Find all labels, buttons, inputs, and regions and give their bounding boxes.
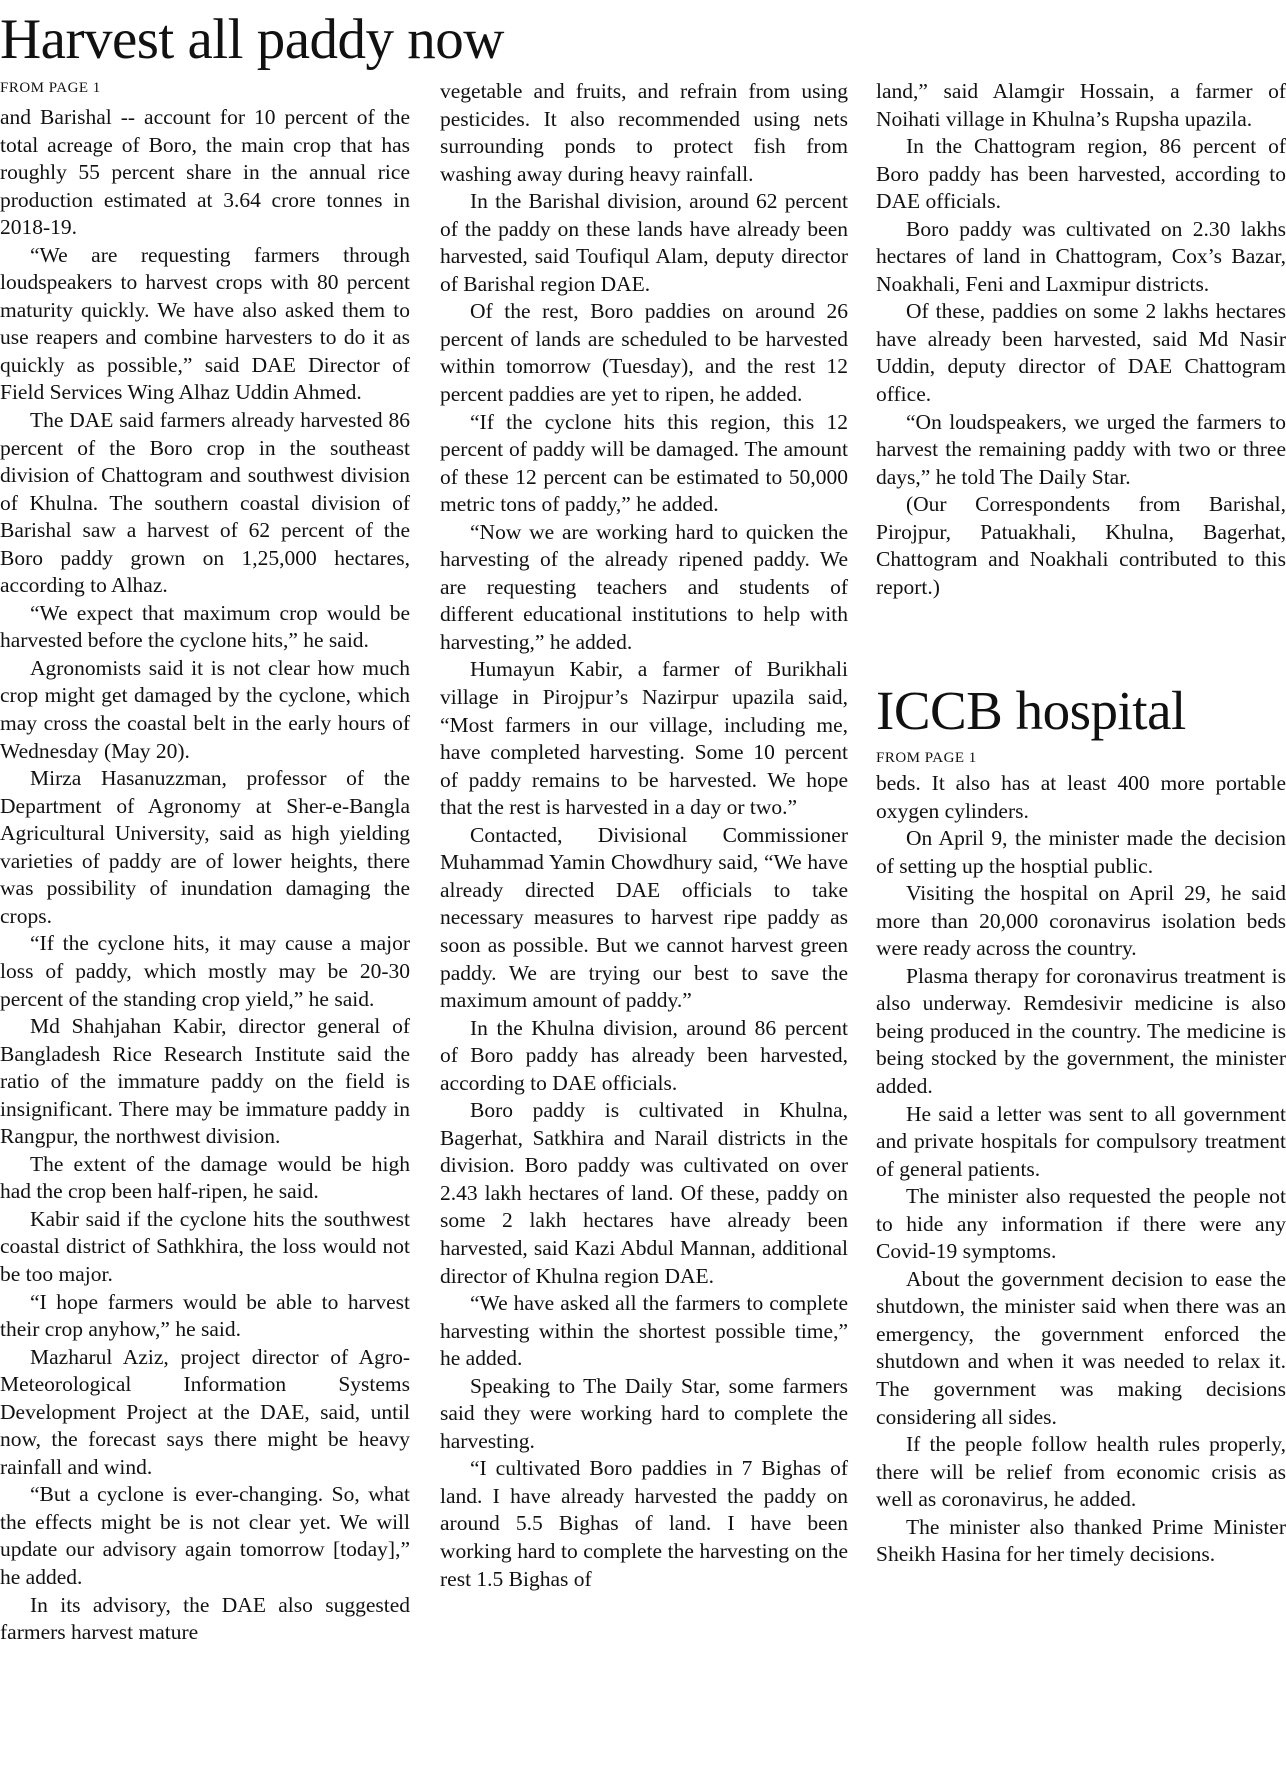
- paragraph: In the Barishal division, around 62 percent of the paddy on these lands have already been harvested, said Toufiqul Alam, deputy director of Barishal region DAE.: [440, 189, 848, 296]
- paragraph: “If the cyclone hits, it may cause a major loss of paddy, which mostly may be 20-30 percent of the standing crop yield,” he said.: [0, 931, 410, 1011]
- paragraph: Of these, paddies on some 2 lakhs hectares have already been harvested, said Md Nasir Uddin, deputy director of DAE Chattogram office.: [876, 299, 1286, 407]
- paragraph: Boro paddy was cultivated on 2.30 lakhs hectares of land in Chattogram, Cox’s Bazar, Noakhali, Feni and Laxmipur districts.: [876, 216, 1286, 296]
- paragraph: In the Khulna division, around 86 percent of Boro paddy has already been harvested, according to DAE officials.: [440, 1015, 848, 1095]
- paragraph: On April 9, the minister made the decision of setting up the hosptial public.: [876, 826, 1286, 878]
- paragraph: Kabir said if the cyclone hits the southwest coastal district of Sathkhira, the loss would not be too major.: [0, 1206, 410, 1286]
- paragraph: “We are requesting farmers through loudspeakers to harvest crops with 80 percent maturity quickly. We have also asked them to use reapers and combine harvesters to do it as quickly as possible,” said DAE Director of Field Services Wing Alhaz Uddin Ahmed.: [0, 242, 410, 405]
- paragraph: The minister also thanked Prime Minister Sheikh Hasina for her timely decisions.: [876, 1514, 1286, 1567]
- paragraph: “If the cyclone hits this region, this 12 percent of paddy will be damaged. The amount of these 12 percent can be estimated to 50,000 metric tons of paddy,” he added.: [440, 409, 848, 517]
- paragraph: (Our Correspondents from Barishal, Pirojpur, Patuakhali, Khulna, Bagerhat, Chattogram and Noakhali contributed to this report.): [876, 492, 1286, 599]
- paragraph: Visiting the hospital on April 29, he said more than 20,000 coronavirus isolation beds were ready across the country.: [876, 881, 1286, 961]
- paragraph: “We expect that maximum crop would be harvested before the cyclone hits,” he said.: [0, 600, 410, 653]
- paragraph: The extent of the damage would be high had the crop been half-ripen, he said.: [0, 1151, 410, 1204]
- paragraph: In its advisory, the DAE also suggested farmers harvest mature: [0, 1592, 410, 1645]
- article-column-2: [440, 78, 848, 1593]
- paragraph: About the government decision to ease the shutdown, the minister said when there was an emergency, the government enforced the shutdown and when it was needed to relax it. The government was making decisions considering all sides.: [876, 1266, 1286, 1429]
- paragraph: Speaking to The Daily Star, some farmers said they were working hard to complete the harvesting.: [440, 1373, 848, 1453]
- paragraph: Contacted, Divisional Commissioner Muhammad Yamin Chowdhury said, “We have already directed DAE officials to take necessary measures to harvest ripe paddy as soon as possible. But we cannot harvest green paddy. We are trying our best to save the maximum amount of paddy.”: [440, 822, 848, 1013]
- paragraph: Agronomists said it is not clear how much crop might get damaged by the cyclone, which may cross the coastal belt in the early hours of Wednesday (May 20).: [0, 655, 410, 763]
- paragraph: The DAE said farmers already harvested 86 percent of the Boro crop in the southeast division of Chattogram and southwest division of Khulna. The southern coastal division of Barishal saw a harvest of 62 percent of the Boro paddy grown on 1,25,000 hectares, according to Alhaz.: [0, 408, 410, 598]
- jump-line-2: FROM PAGE 1: [876, 750, 977, 766]
- article-2-column: [876, 770, 1286, 1569]
- paragraph: Mirza Hasanuzzman, professor of the Department of Agronomy at Sher-e-Bangla Agricultural University, said as high yielding varieties of paddy are of lower heights, there was possibility of inundation damaging the crops.: [0, 766, 410, 928]
- paragraph: “But a cyclone is ever-changing. So, what the effects might be is not clear yet. We will update our advisory again tomorrow [today],” he added.: [0, 1482, 410, 1589]
- paragraph: “I cultivated Boro paddies in 7 Bighas of land. I have already harvested the paddy on around 5.5 Bighas of land. I have been working hard to complete the harvesting on the rest 1.5 Bighas of: [440, 1456, 848, 1591]
- paragraph: Plasma therapy for coronavirus treatment is also underway. Remdesivir medicine is also being produced in the country. The medicine is being stocked by the government, the minister added.: [876, 963, 1286, 1099]
- paragraph: In the Chattogram region, 86 percent of Boro paddy has been harvested, according to DAE officials.: [876, 134, 1286, 214]
- paragraph: Boro paddy is cultivated in Khulna, Bagerhat, Satkhira and Narail districts in the division. Boro paddy was cultivated on over 2.43 lakh hectares of land. Of these, paddy on some 2 lakh hectares have already been harvested, said Kazi Abdul Mannan, additional director of Khulna region DAE.: [440, 1098, 848, 1288]
- paragraph: and Barishal -- account for 10 percent of the total acreage of Boro, the main crop that has roughly 55 percent share in the annual rice production estimated at 3.64 crore tonnes in 2018-19.: [0, 105, 410, 240]
- paragraph: “Now we are working hard to quicken the harvesting of the already ripened paddy. We are requesting teachers and students of different educational institutions to help with harvesting,” he added.: [440, 519, 848, 654]
- paragraph: land,” said Alamgir Hossain, a farmer of Noihati village in Khulna’s Rupsha upazila.: [876, 79, 1286, 131]
- article-column-3: [876, 78, 1286, 601]
- paragraph: Of the rest, Boro paddies on around 26 percent of lands are scheduled to be harvested within tomorrow (Tuesday), and the rest 12 percent paddies are yet to ripen, he added.: [440, 299, 848, 407]
- paragraph: beds. It also has at least 400 more portable oxygen cylinders.: [876, 771, 1286, 823]
- paragraph: “We have asked all the farmers to complete harvesting within the shortest possible time,” he added.: [440, 1291, 848, 1371]
- paragraph: If the people follow health rules properly, there will be relief from economic crisis as well as coronavirus, he added.: [876, 1432, 1286, 1512]
- paragraph: “I hope farmers would be able to harvest their crop anyhow,” he said.: [0, 1289, 410, 1342]
- paragraph: “On loudspeakers, we urged the farmers to harvest the remaining paddy with two or three days,” he told The Daily Star.: [876, 409, 1286, 489]
- article-column-1: [0, 104, 410, 1647]
- paragraph: Mazharul Aziz, project director of Agro-Meteorological Information Systems Development Project at the DAE, said, until now, the forecast says there might be heavy rainfall and wind.: [0, 1344, 410, 1479]
- article-headline-2: ICCB hospital: [876, 680, 1186, 741]
- article-headline: Harvest all paddy now: [0, 8, 504, 71]
- paragraph: He said a letter was sent to all government and private hospitals for compulsory treatment of general patients.: [876, 1101, 1286, 1181]
- paragraph: The minister also requested the people not to hide any information if there were any Covid-19 symptoms.: [876, 1184, 1286, 1264]
- jump-line: FROM PAGE 1: [0, 80, 101, 96]
- paragraph: vegetable and fruits, and refrain from using pesticides. It also recommended using nets surrounding ponds to protect fish from washing away during heavy rainfall.: [440, 79, 848, 186]
- paragraph: Humayun Kabir, a farmer of Burikhali village in Pirojpur’s Nazirpur upazila said, “Most farmers in our village, including me, have completed harvesting. Some 10 percent of paddy remains to be harvested. We hope that the rest is harvested in a day or two.”: [440, 657, 848, 820]
- paragraph: Md Shahjahan Kabir, director general of Bangladesh Rice Research Institute said the ratio of the immature paddy on the field is insignificant. There may be immature paddy in Rangpur, the northwest division.: [0, 1014, 410, 1149]
